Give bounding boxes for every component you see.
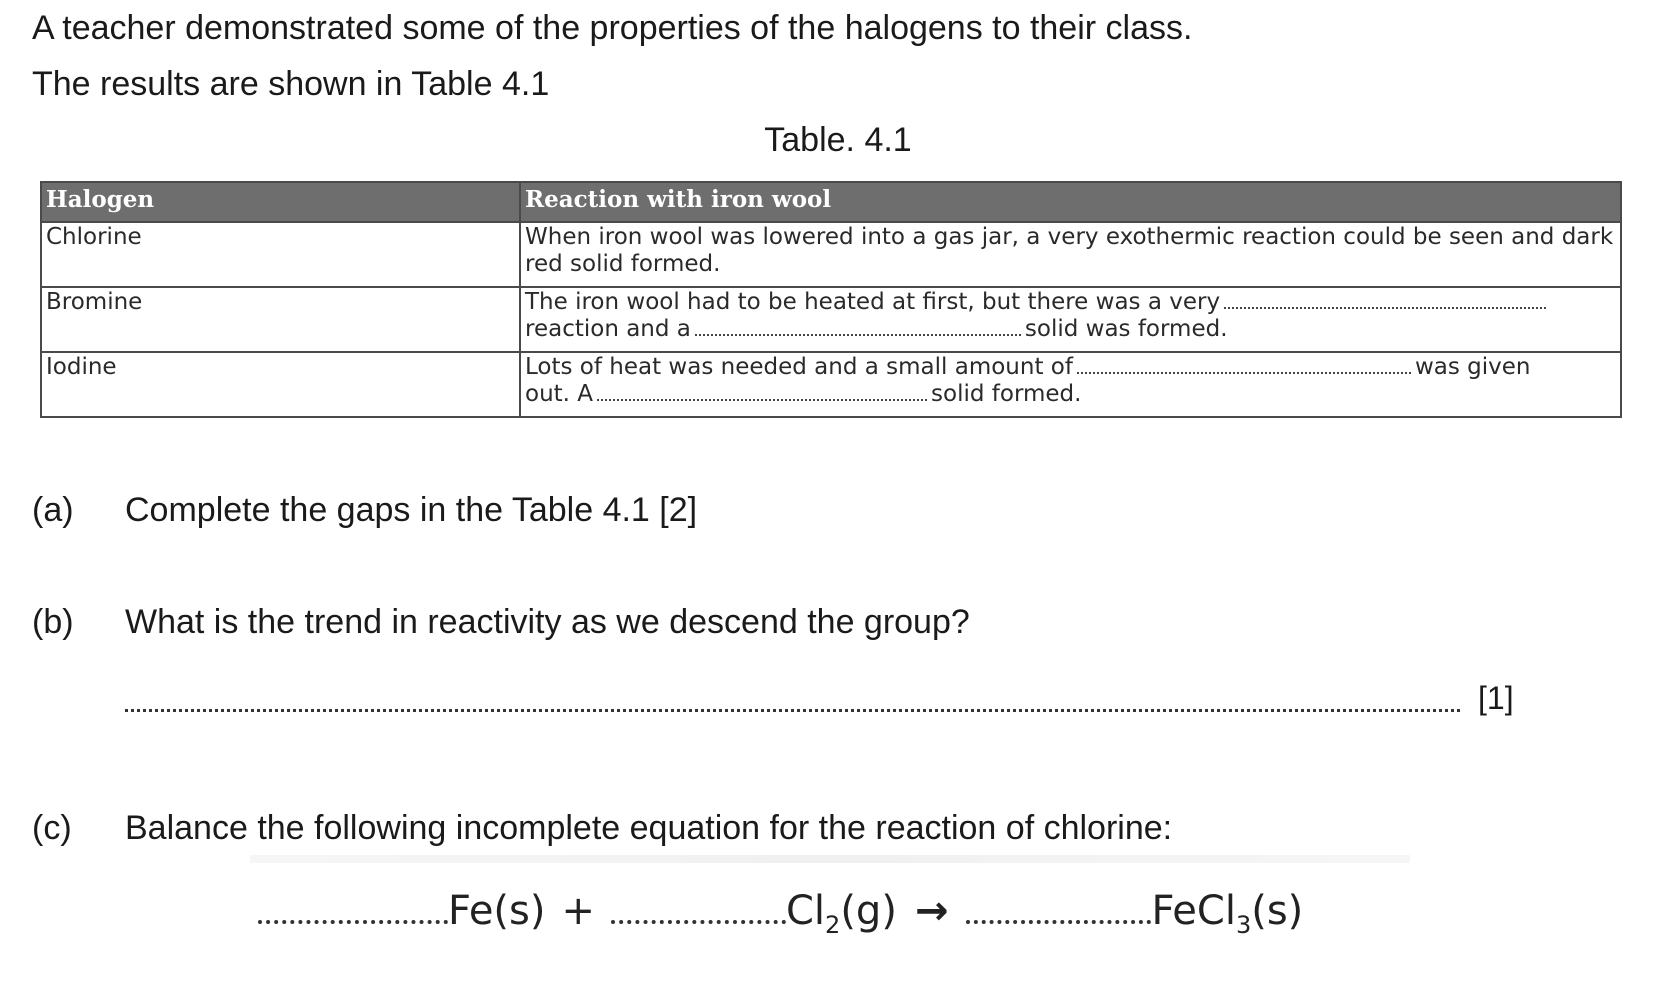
table-caption: Table. 4.1	[764, 121, 912, 159]
equation-term-cl: $Cl_2(g)$	[786, 888, 897, 939]
coefficient-blank-fe[interactable]	[258, 890, 448, 924]
bromine-text-3: solid was formed.	[1024, 316, 1228, 342]
halogen-results-table	[40, 181, 1622, 418]
header-reaction: Reaction with iron wool	[520, 182, 1621, 222]
reaction-cell-iodine	[520, 352, 1621, 417]
bromine-blank-1[interactable]	[1224, 289, 1546, 309]
equation-term-fe: Fe(s)	[448, 888, 546, 934]
question-b-marks: [1]	[1478, 680, 1514, 716]
bromine-text-2: reaction and a	[525, 316, 691, 342]
table-row	[41, 222, 1621, 287]
iodine-text-4: solid formed.	[931, 381, 1082, 407]
coefficient-blank-fecl3[interactable]	[966, 890, 1151, 924]
question-b-text: What is the trend in reactivity as we descend the group?	[125, 603, 970, 641]
question-c-text: Balance the following incomplete equation for the reaction of chlorine:	[125, 809, 1173, 847]
halogen-cell-chlorine: Chlorine	[41, 222, 520, 287]
bromine-text-1: The iron wool had to be heated at first, but there was a very	[525, 289, 1221, 315]
intro-line-2: The results are shown in Table 4.1	[32, 65, 550, 103]
iodine-text-1: Lots of heat was needed and a small amount of	[525, 354, 1073, 380]
bromine-blank-2[interactable]	[695, 316, 1021, 336]
question-b-answer-line[interactable]	[125, 683, 1460, 712]
iodine-text-3: out. A	[525, 381, 594, 407]
question-b-label: (b)	[32, 603, 74, 641]
faint-scan-band	[250, 855, 1410, 863]
reaction-cell-chlorine: When iron wool was lowered into a gas jar, a very exothermic reaction could be seen and dark red solid formed.	[520, 222, 1621, 287]
equation-plus: +	[561, 888, 595, 934]
chlorine-equation	[258, 886, 1303, 950]
table-row	[41, 287, 1621, 352]
table-row	[41, 352, 1621, 417]
halogen-cell-bromine: Bromine	[41, 287, 520, 352]
header-halogen: Halogen	[41, 182, 520, 222]
equation-term-fecl3: FeCl$_3$(s)	[1151, 888, 1304, 939]
reaction-cell-bromine	[520, 287, 1621, 352]
coefficient-blank-cl2[interactable]	[611, 890, 786, 924]
reaction-arrow-icon: →	[914, 888, 949, 934]
iodine-text-2: was given	[1414, 354, 1531, 380]
iodine-blank-1[interactable]	[1077, 354, 1411, 374]
halogen-cell-iodine: Iodine	[41, 352, 520, 417]
iodine-blank-2[interactable]	[597, 381, 927, 401]
question-a-label: (a)	[32, 491, 74, 529]
table-header-row	[41, 182, 1621, 222]
question-a-text: Complete the gaps in the Table 4.1 [2]	[125, 491, 698, 529]
intro-line-1: A teacher demonstrated some of the properties of the halogens to their class.	[32, 9, 1193, 47]
question-c-label: (c)	[32, 809, 72, 847]
